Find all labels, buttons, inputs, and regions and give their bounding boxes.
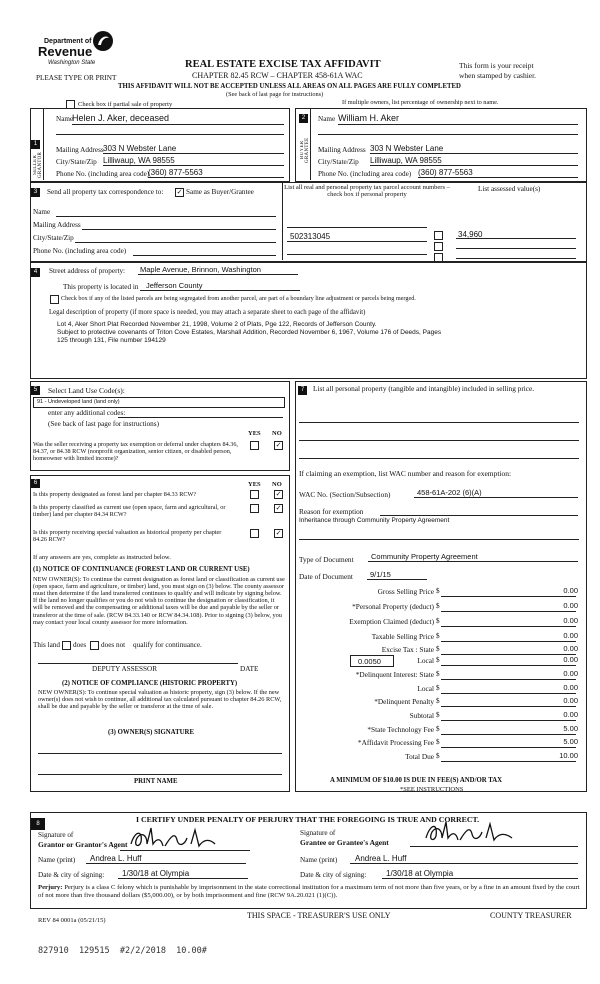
tax-row-value[interactable]: 5.00 bbox=[563, 724, 578, 733]
doc-date-label: Date of Document bbox=[299, 572, 353, 581]
s3-name-label: Name bbox=[33, 208, 51, 216]
grantee-date-city[interactable]: 1/30/18 at Olympia bbox=[386, 869, 454, 878]
current-use-no-checkbox[interactable]: ✓ bbox=[275, 504, 282, 512]
s6-no: NO bbox=[272, 481, 282, 488]
buyer-name-label: Name bbox=[318, 115, 336, 123]
seller-name[interactable]: Helen J. Aker, deceased bbox=[72, 113, 170, 123]
buyer-mailing-label: Mailing Address bbox=[318, 146, 366, 154]
dollar-sign: $ bbox=[436, 602, 440, 610]
minimum-due-note: A MINIMUM OF $10.00 IS DUE IN FEE(S) AND/OR TAX bbox=[330, 777, 503, 784]
current-use-question: Is this property classified as current use (open space, farm and agricultural, or timber) land per chapter 84.34 RCW? bbox=[33, 504, 226, 519]
additional-codes-label: enter any additional codes: bbox=[48, 409, 126, 417]
tax-row-label: *Personal Property (deduct) bbox=[352, 602, 434, 611]
wac-number[interactable]: 458-61A-202 (6)(A) bbox=[417, 488, 482, 497]
form-chapter: CHAPTER 82.45 RCW – CHAPTER 458-61A WAC bbox=[192, 71, 363, 80]
grantor-date-label: Date & city of signing: bbox=[38, 871, 105, 879]
land-does-checkbox[interactable] bbox=[62, 641, 71, 650]
tax-row-label: *Affidavit Processing Fee bbox=[357, 738, 434, 747]
tax-row-label: *State Technology Fee bbox=[367, 725, 434, 734]
grantor-name-print[interactable]: Andrea L. Huff bbox=[90, 854, 142, 863]
land-does-label: This land bbox=[33, 641, 60, 649]
s3-phone-label: Phone No. (including area code) bbox=[33, 247, 127, 255]
tax-row-value[interactable]: 0.00 bbox=[563, 710, 578, 719]
dollar-sign: $ bbox=[436, 725, 440, 733]
exemption-yes-checkbox[interactable] bbox=[250, 441, 259, 450]
tax-row-label: Subtotal bbox=[409, 711, 434, 720]
buyer-city[interactable]: Lilliwaup, WA 98555 bbox=[370, 156, 442, 165]
tax-row-value[interactable]: 0.00 bbox=[563, 631, 578, 640]
owner-sig-label: (3) OWNER(S) SIGNATURE bbox=[108, 729, 194, 736]
receipt-note-2: when stamped by cashier. bbox=[459, 71, 537, 80]
seller-city-label: City/State/Zip bbox=[56, 158, 97, 166]
dollar-sign: $ bbox=[436, 670, 440, 678]
legal-line-2[interactable]: Subject to protective covenants of Triton Cove Estates, Marshall Addition, Recorded November 6, 1967, Volume 176 of Deeds, Pages bbox=[57, 329, 442, 336]
forest-yes-checkbox[interactable] bbox=[250, 490, 259, 499]
dollar-sign: $ bbox=[436, 587, 440, 595]
seller-city[interactable]: Lilliwaup, WA 98555 bbox=[103, 156, 175, 165]
treasurer-space: THIS SPACE - TREASURER'S USE ONLY bbox=[247, 911, 391, 920]
legal-line-3[interactable]: 125 through 131, File number 194129 bbox=[57, 337, 166, 344]
tax-row-label: Excise Tax : State bbox=[381, 645, 434, 654]
dollar-sign: $ bbox=[436, 711, 440, 719]
section-1-badge: 1 bbox=[31, 140, 40, 149]
historic-yes-checkbox[interactable] bbox=[250, 529, 259, 538]
s6-yes: YES bbox=[248, 481, 261, 488]
tax-row-value[interactable]: 5.00 bbox=[563, 737, 578, 746]
logo-emblem-icon bbox=[92, 30, 114, 52]
s5-yes: YES bbox=[248, 430, 261, 437]
form-title: REAL ESTATE EXCISE TAX AFFIDAVIT bbox=[185, 59, 381, 70]
reason-value[interactable]: Inheritance through Community Property Agreement bbox=[299, 517, 450, 524]
claim-exemption-label: If claiming an exemption, list WAC number and reason for exemption: bbox=[299, 469, 512, 478]
seller-phone[interactable]: (360) 877-5563 bbox=[148, 168, 203, 177]
tax-row-label: Local bbox=[417, 656, 434, 665]
tax-row-label: Local bbox=[417, 684, 434, 693]
receipt-stamp: 827910 129515 #2/2/2018 10.00# bbox=[38, 946, 207, 956]
grantee-sig-of: Signature of bbox=[300, 829, 336, 837]
parcel-list-header: List all real and personal property tax parcel account numbers – check box if personal property bbox=[284, 184, 450, 199]
does-not-label: does not bbox=[101, 641, 126, 649]
land-use-select[interactable] bbox=[33, 397, 285, 408]
compliance-text: NEW OWNER(S): To continue special valuation as historic property, sign (3) below. If the new owner(s) does not wish to continue, all additional tax calculated pursuant to chapter 84.26 RCW, shall be due and payable by the seller or transferor at the time of sale. bbox=[38, 689, 282, 711]
print-name-label: PRINT NAME bbox=[134, 778, 178, 785]
dept-wa-state: Washington State bbox=[48, 60, 96, 66]
s5-no: NO bbox=[272, 430, 282, 437]
send-correspondence-label: Send all property tax correspondence to: bbox=[47, 188, 164, 196]
deputy-assessor-label: DEPUTY ASSESSOR bbox=[92, 665, 158, 673]
land-use-code: 91 - Undeveloped land (land only) bbox=[37, 399, 120, 405]
same-as-buyer-label: Same as Buyer/Grantee bbox=[186, 188, 254, 196]
forest-question: Is this property designated as forest land per chapter 84.33 RCW? bbox=[33, 491, 197, 498]
doc-type-label: Type of Document bbox=[299, 555, 354, 564]
parcel-number[interactable]: 502313045 bbox=[290, 232, 331, 241]
land-does-not-checkbox[interactable] bbox=[90, 641, 99, 650]
tax-row-value[interactable]: 0.00 bbox=[563, 683, 578, 692]
compliance-title: (2) NOTICE OF COMPLIANCE (HISTORIC PROPERTY) bbox=[62, 680, 238, 687]
dollar-sign: $ bbox=[436, 617, 440, 625]
assessed-value[interactable]: 34,960 bbox=[458, 230, 483, 239]
personal-property-checkbox-1[interactable] bbox=[434, 231, 443, 240]
section-8-badge: 8 bbox=[31, 818, 45, 830]
buyer-name[interactable]: William H. Aker bbox=[338, 113, 400, 123]
wac-label: WAC No. (Section/Subsection) bbox=[299, 490, 391, 499]
buyer-mailing[interactable]: 303 N Webster Lane bbox=[370, 144, 444, 153]
section-7-badge: 7 bbox=[298, 386, 307, 395]
tax-row-value[interactable]: 0.00 bbox=[563, 696, 578, 705]
grantee-agent-label: Grantee or Grantee's Agent bbox=[300, 838, 389, 847]
historic-question: Is this property receiving special valuation as historical property per chapter 84.26 RCW? bbox=[33, 529, 222, 544]
local-rate: 0.0050 bbox=[358, 657, 381, 666]
legal-desc-label: Legal description of property (if more space is needed, you may attach a separate sheet to each page of the affidavit) bbox=[49, 309, 366, 316]
segregated-label: Check box if any of the listed parcels are being segregated from another parcel, are part of a boundary line adjustment or parcels being merged. bbox=[61, 295, 416, 302]
certify-statement: I CERTIFY UNDER PENALTY OF PERJURY THAT THE FOREGOING IS TRUE AND CORRECT. bbox=[136, 815, 480, 824]
historic-no-checkbox[interactable]: ✓ bbox=[275, 529, 282, 537]
section-4-badge: 4 bbox=[31, 268, 40, 277]
grantor-date-city[interactable]: 1/30/18 at Olympia bbox=[122, 869, 190, 878]
perjury-text: Perjury is a class C felony which is punishable by imprisonment in the state correctional institution for a maximum term of not more than five years, or by a fine in an amount fixed by the court of not more than five thousand dollars ($5,000.00), or by both imprisonment and fine (RCW 9A.20.021 (1)(C)). bbox=[38, 884, 580, 899]
continuance-title: (1) NOTICE OF CONTINUANCE (FOREST LAND OR CURRENT USE) bbox=[33, 566, 250, 573]
tax-row-label: Exemption Claimed (deduct) bbox=[349, 617, 434, 626]
buyer-city-label: City/State/Zip bbox=[318, 158, 359, 166]
s5-see-back: (See back of last page for instructions) bbox=[48, 420, 159, 428]
dollar-sign: $ bbox=[436, 645, 440, 653]
dollar-sign: $ bbox=[436, 697, 440, 705]
section-2-badge: 2 bbox=[299, 114, 308, 123]
personal-property-checkbox-2[interactable] bbox=[434, 242, 443, 251]
tax-row-value[interactable]: 0.00 bbox=[563, 669, 578, 678]
section-6-badge: 6 bbox=[31, 479, 40, 488]
tax-row-value[interactable]: 0.00 bbox=[563, 655, 578, 664]
instructed-note: If any answers are yes, complete as instructed below. bbox=[33, 554, 171, 561]
section-6 bbox=[30, 475, 290, 792]
section-5-badge: 5 bbox=[31, 386, 40, 395]
dollar-sign: $ bbox=[436, 738, 440, 746]
form-revision: REV 84 0001a (05/21/15) bbox=[38, 917, 106, 924]
exemption-question: Was the seller receiving a property tax exemption or deferral under chapters 84.36, 84.37, or 84.38 RCW (nonprofit organization, senior citizen, or disabled person, homeowner with limited income)? bbox=[33, 441, 238, 463]
see-instructions: *SEE INSTRUCTIONS bbox=[400, 786, 464, 793]
tax-row-value[interactable]: 0.00 bbox=[563, 601, 578, 610]
tax-row-value[interactable]: 0.00 bbox=[563, 616, 578, 625]
dor-logo bbox=[38, 30, 128, 70]
reason-label: Reason for exemption bbox=[299, 507, 364, 516]
perjury-label: Perjury: bbox=[38, 884, 63, 891]
located-county[interactable]: Jefferson County bbox=[146, 281, 203, 290]
buyer-side-label: BUYER GRANTEE bbox=[300, 137, 310, 163]
seller-mailing[interactable]: 303 N Webster Lane bbox=[103, 144, 177, 153]
doc-date[interactable]: 9/1/15 bbox=[370, 570, 391, 579]
doc-type[interactable]: Community Property Agreement bbox=[371, 552, 478, 561]
partial-sale-label: Check box if partial sale of property bbox=[78, 101, 173, 108]
grantee-name-print[interactable]: Andrea L. Huff bbox=[355, 854, 407, 863]
seller-phone-label: Phone No. (including area code) bbox=[56, 170, 150, 178]
same-as-buyer-checkbox[interactable]: ✓ bbox=[176, 188, 183, 196]
current-use-yes-checkbox[interactable] bbox=[250, 504, 259, 513]
dept-revenue: Revenue bbox=[38, 44, 93, 59]
continuance-text: NEW OWNER(S): To continue the current designation as forest land or classification as current use (open space, farm and agriculture, or timber) land, you must sign on (3) below. The county assessor must then determine if the land transferred continues to qualify and will indicate by signing below. If the land no longer qualifies or you do not wish to continue the designation or classification, it will be removed and the compensating or additional taxes will be due and payable by the seller or transferor at the time of sale. (RCW 84.33.140 or RCW 84.34.108). Prior to signing (3) below, you may contact your local county assessor for more information. bbox=[33, 576, 285, 626]
deputy-date-label: DATE bbox=[240, 665, 259, 673]
street-address[interactable]: Maple Avenue, Brinnon, Washington bbox=[140, 265, 261, 274]
tax-row-label: Gross Selling Price bbox=[377, 587, 434, 596]
land-use-label: Select Land Use Code(s): bbox=[48, 386, 125, 395]
located-label: This property is located in bbox=[63, 283, 139, 291]
dollar-sign: $ bbox=[436, 632, 440, 640]
tax-row-label: *Delinquent Interest: State bbox=[355, 670, 434, 679]
tax-table bbox=[300, 586, 582, 766]
tax-row-label: Total Due bbox=[405, 752, 434, 761]
segregated-checkbox[interactable] bbox=[50, 295, 59, 304]
grantee-date-label: Date & city of signing: bbox=[300, 871, 367, 879]
please-type: PLEASE TYPE OR PRINT bbox=[36, 74, 117, 82]
dept-of: Department of bbox=[44, 38, 92, 45]
form-warning: THIS AFFIDAVIT WILL NOT BE ACCEPTED UNLESS ALL AREAS ON ALL PAGES ARE FULLY COMPLETED bbox=[118, 83, 461, 90]
receipt-note-1: This form is your receipt bbox=[459, 61, 534, 70]
tax-row-label: Taxable Selling Price bbox=[371, 632, 434, 641]
seller-mailing-label: Mailing Address bbox=[56, 146, 104, 154]
tax-row-value[interactable]: 10.00 bbox=[559, 751, 578, 760]
exemption-no-checkbox[interactable]: ✓ bbox=[275, 441, 282, 449]
buyer-phone[interactable]: (360) 877-5563 bbox=[418, 168, 473, 177]
dollar-sign: $ bbox=[436, 752, 440, 760]
county-treasurer: COUNTY TREASURER bbox=[490, 911, 572, 920]
section-3-badge: 3 bbox=[31, 188, 40, 197]
personal-property-text: List all personal property (tangible and intangible) included in selling price. bbox=[313, 384, 535, 393]
street-label: Street address of property: bbox=[49, 267, 126, 275]
see-back-header: (See back of last page for instructions) bbox=[226, 91, 324, 98]
tax-row-value[interactable]: 0.00 bbox=[563, 586, 578, 595]
local-rate-box[interactable] bbox=[350, 655, 394, 667]
seller-side-label: SELLER GRANTOR bbox=[33, 151, 43, 179]
grantor-agent-label: Grantor or Grantor's Agent bbox=[38, 840, 128, 849]
grantor-name-label: Name (print) bbox=[38, 856, 76, 864]
forest-no-checkbox[interactable]: ✓ bbox=[275, 490, 282, 498]
does-label: does bbox=[73, 641, 87, 649]
dollar-sign: $ bbox=[436, 656, 440, 664]
perjury-notice bbox=[38, 884, 583, 899]
multiple-owners-note: If multiple owners, list percentage of ownership next to name. bbox=[342, 99, 499, 106]
seller-name-label: Name bbox=[56, 115, 74, 123]
grantee-signature[interactable] bbox=[420, 816, 540, 846]
personal-property-checkbox-3[interactable] bbox=[434, 253, 443, 262]
tax-row-value[interactable]: 0.00 bbox=[563, 644, 578, 653]
s3-mailing-label: Mailing Address bbox=[33, 221, 81, 229]
legal-line-1[interactable]: Lot 4, Aker Short Plat Recorded November 21, 1998, Volume 2 of Plats, Pge 122, Records of Jefferson County. bbox=[57, 321, 377, 328]
s3-city-label: City/State/Zip bbox=[33, 234, 74, 242]
dollar-sign: $ bbox=[436, 684, 440, 692]
qualify-label: qualify for continuance. bbox=[133, 641, 202, 649]
tax-row-label: *Delinquent Penalty bbox=[374, 697, 434, 706]
buyer-phone-label: Phone No. (including area code) bbox=[318, 170, 412, 178]
grantor-sig-of: Signature of bbox=[38, 831, 74, 839]
grantor-signature[interactable] bbox=[125, 824, 245, 852]
grantee-name-label: Name (print) bbox=[300, 856, 338, 864]
assessed-header: List assessed value(s) bbox=[478, 185, 541, 193]
